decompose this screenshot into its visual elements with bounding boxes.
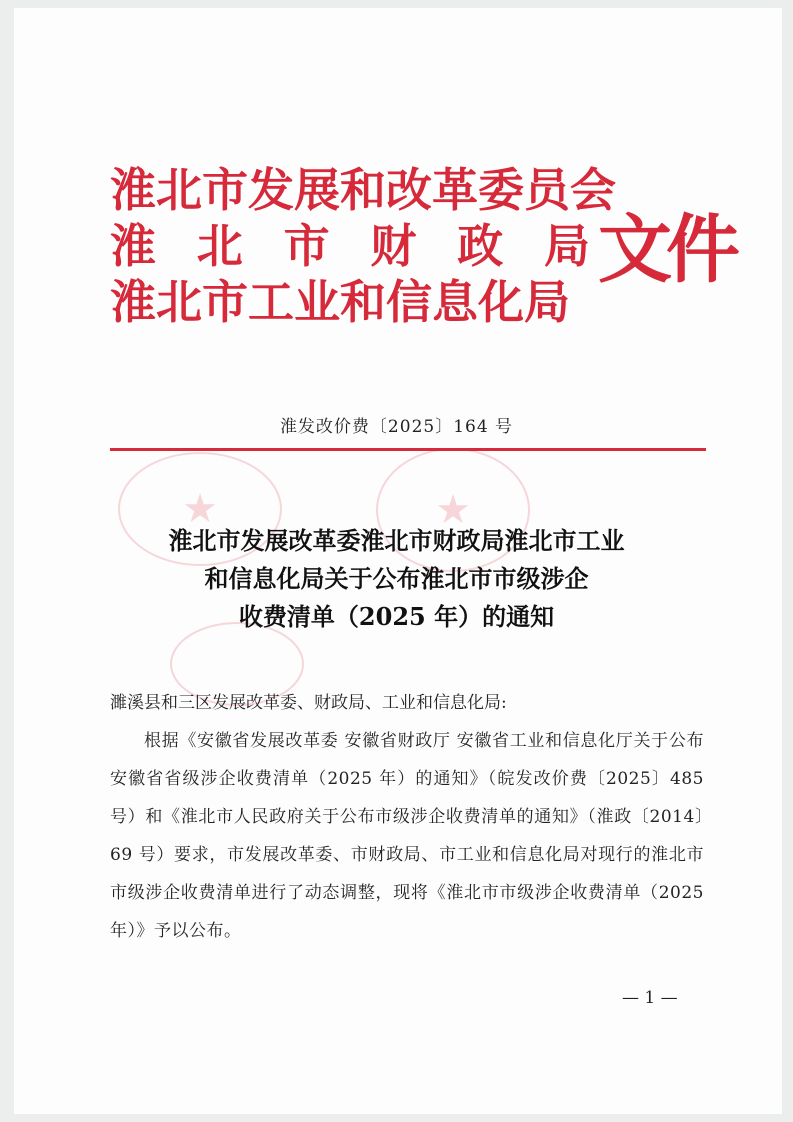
red-divider-line: [110, 448, 706, 451]
title-line-2: 和信息化局关于公布淮北市市级涉企: [204, 564, 589, 593]
document-title: [0, 522, 793, 636]
title-line-1: 淮北市发展改革委淮北市财政局淮北市工业: [168, 526, 625, 555]
header-org-2-char: 淮: [110, 219, 156, 273]
header-org-1: 淮北市发展和改革委员会: [110, 163, 616, 217]
header-org-2-char: 市: [283, 219, 330, 273]
header-org-2-char: 财: [370, 219, 417, 273]
header-org-2-char: 北: [196, 219, 243, 273]
header-org-2-char: 局: [543, 219, 590, 273]
header-org-3: 淮北市工业和信息化局: [110, 275, 570, 329]
header-org-2-char: 政: [457, 219, 504, 273]
page-number: — 1 —: [622, 988, 678, 1008]
header-org-2: [110, 218, 590, 274]
doc-type-mark: 文件: [598, 207, 734, 293]
title-line-3: 收费清单（2025 年）的通知: [238, 602, 555, 631]
document-number: 淮发改价费〔2025〕164 号: [279, 417, 514, 437]
body-paragraph: 根据《安徽省发展改革委 安徽省财政厅 安徽省工业和信息化厅关于公布安徽省省级涉企收费清单（2025 年）的通知》（皖发改价费〔2025〕485 号）和《淮北市人民政府关于公布市级涉企收费清单的通知》（淮政〔2014〕69 号）要求，市发展改革委、市财政局、市工业和信息化局对现行的淮北市市级涉企收费清单进行了动态调整，现将《淮北市市级涉企收费清单（2025 年）》予以公布。: [110, 731, 704, 941]
addressee: 濉溪县和三区发展改革委、财政局、工业和信息化局:: [110, 693, 507, 713]
